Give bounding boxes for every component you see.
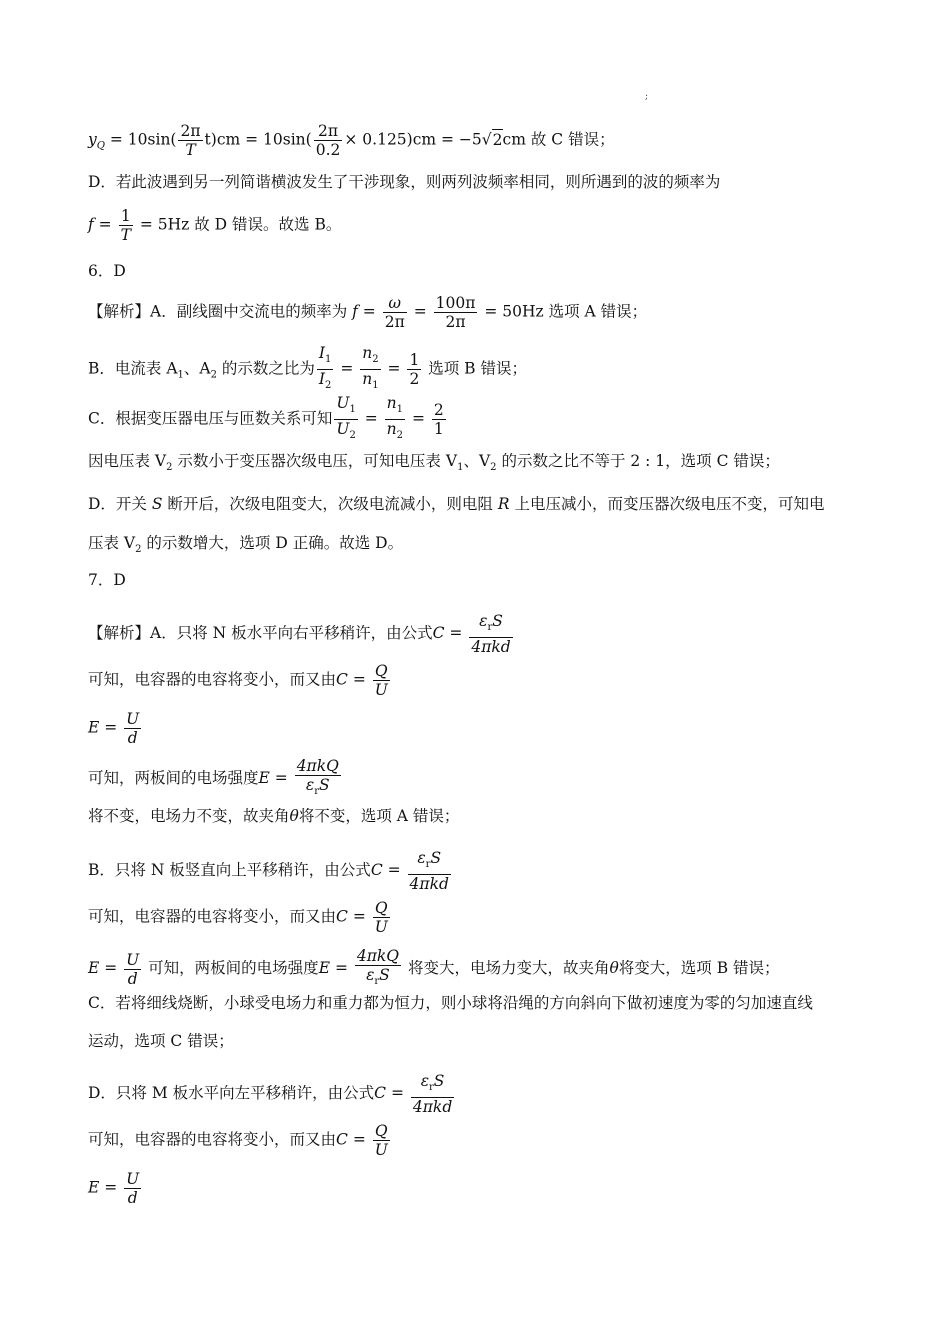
q7-b3: E = $\frac{U}{d}$ 可知，两板间的电场强度E = $\frac{\text{4πkQ}}{\varepsilon_rS}$ 将变大，电场力变大，故夹角θ将变大，选项 B 错误； [88, 947, 780, 988]
q7-d1: D．只将 M 板水平向左平移稍许，由公式C = $\frac{\varepsilon_rS}{\text{4πkd}}$ [88, 1072, 453, 1117]
q7-a5: 将不变，电场力不变，故夹角θ将不变，选项 A 错误； [88, 807, 460, 825]
q5c-formula: $y_Q = 10\sin$( $\frac{2\pi}{T}$ t)cm = 10sin( $\frac{2\pi}{0.2}$ × 0.125)cm = −5√2cm 故 C 错误； [88, 122, 615, 159]
q6-c2: 因电压表 $V_2$ 示数小于变压器次级电压，可知电压表 $V_1$、$V_2$ 的示数之比不等于 2 : 1，选项 C 错误； [88, 452, 780, 474]
q7-a3: E = $\frac{U}{d}$ [88, 710, 140, 747]
q7-d2: 可知，电容器的电容将变小，而又由C = $\frac{Q}{U}$ [88, 1122, 388, 1159]
q7-c2: 运动，选项 C 错误； [88, 1032, 234, 1050]
q5d-text: D．若此波遇到另一列简谐横波发生了干涉现象，则两列波频率相同，则所遇到的波的频率为 [88, 173, 721, 191]
page-marker: ; [645, 92, 649, 102]
q7-answer: 7．D [88, 571, 126, 589]
q7-c1: C．若将细线烧断，小球受电场力和重力都为恒力，则小球将沿绳的方向斜向下做初速度为零的匀加速直线 [88, 994, 813, 1012]
q7-a1: 【解析】A．只将 N 板水平向右平移稍许，由公式C = $\frac{\varepsilon_rS}{\text{4πkd}}$ [88, 612, 511, 657]
q7-b2: 可知，电容器的电容将变小，而又由C = $\frac{Q}{U}$ [88, 899, 388, 936]
q6-answer: 6．D [88, 262, 126, 280]
q7-b1: B．只将 N 板竖直向上平移稍许，由公式C = $\frac{\varepsilon_rS}{\text{4πkd}}$ [88, 849, 449, 894]
q7-d3: E = $\frac{U}{d}$ [88, 1170, 140, 1207]
q5d-formula: f = $\frac{1}{T}$ = 5Hz 故 D 错误。故选 B。 [88, 207, 342, 244]
q7-a2: 可知，电容器的电容将变小，而又由C = $\frac{Q}{U}$ [88, 662, 388, 699]
q6-d2: 压表 $V_2$ 的示数增大，选项 D 正确。故选 D。 [88, 534, 404, 556]
q7-a4: 可知，两板间的电场强度E = $\frac{\text{4πkQ}}{\varepsilon_rS}$ [88, 757, 339, 798]
q6-c: C．根据变压器电压与匝数关系可知 $\frac{U_1}{U_2}$ = $\frac{n_1}{n_2}$ = $\frac{2}{1}$ [88, 394, 444, 442]
q6-a: 【解析】A．副线圈中交流电的频率为 f = $\frac{\omega}{2\pi}$ = $\frac{100\pi}{2\pi}$ = 50Hz 选项 A 错误； [88, 294, 648, 331]
q6-d: D．开关 S 断开后，次级电阻变大，次级电流减小，则电阻 R 上电压减小，而变压器次级电压不变，可知电 [88, 495, 825, 513]
q6-b: B．电流表 $A_1$、$A_2$ 的示数之比为 $\frac{I_1}{I_2}$ = $\frac{n_2}{n_1}$ = $\frac{1}{2}$ 选项 B 错误； [88, 344, 527, 392]
